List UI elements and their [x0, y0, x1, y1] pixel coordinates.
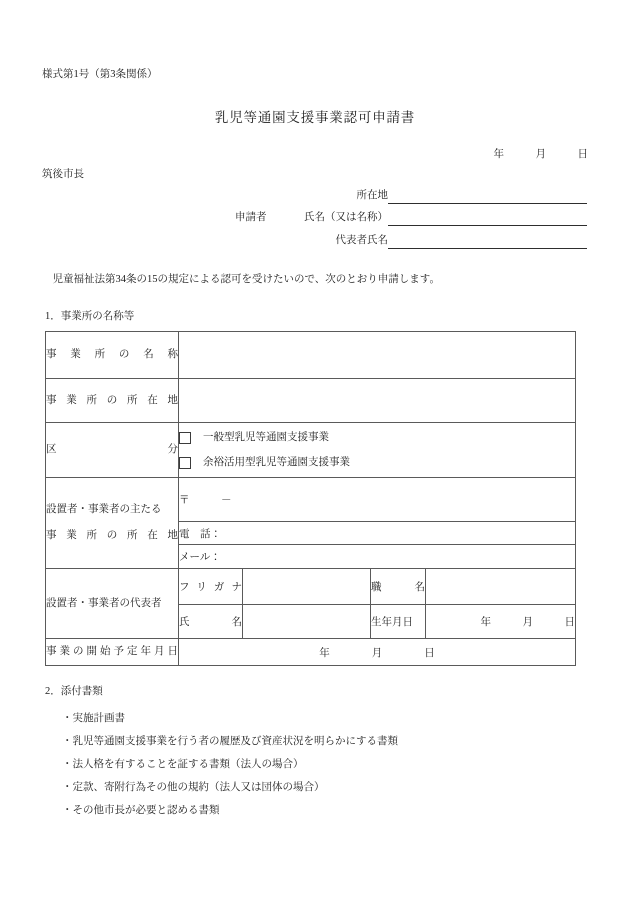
start-date-field[interactable]: 年 月 日	[179, 639, 576, 666]
applicant-representative-input-line[interactable]	[388, 231, 587, 249]
representative-label-cell	[46, 569, 179, 639]
applicant-name-row	[235, 204, 587, 227]
founder-address-label-line1: 設置者・事業者の主たる	[46, 504, 162, 515]
table-row	[46, 569, 576, 605]
office-address-label: 事業所の所在地	[46, 394, 178, 406]
table-row	[46, 332, 576, 379]
birthdate-label-cell	[371, 605, 426, 639]
birthdate-field[interactable]: 年 月 日	[426, 605, 576, 639]
office-name-input-cell[interactable]	[179, 332, 576, 379]
category-option-general-label: 一般型乳児等通園支援事業	[203, 432, 329, 443]
mail-field[interactable]: メール：	[179, 545, 576, 569]
attachment-item: ・法人格を有することを証する書類（法人の場合）	[62, 759, 304, 770]
job-title-label: 職名	[371, 582, 425, 593]
attachment-item: ・乳児等通園支援事業を行う者の履歴及び資産状況を明らかにする書類	[62, 736, 398, 747]
job-title-input-cell[interactable]	[426, 569, 576, 605]
applicant-representative-label: 代表者氏名	[335, 234, 388, 246]
checkbox-icon[interactable]	[179, 432, 191, 444]
furigana-label: フリガナ	[179, 582, 242, 593]
category-option-surplus	[179, 450, 575, 475]
applicant-block	[235, 181, 587, 249]
application-statement: 児童福祉法第34条の15の規定による認可を受けたいので、次のとおり申請します。	[52, 274, 440, 285]
office-name-label: 事業所の名称	[46, 349, 178, 360]
job-title-label-cell	[371, 569, 426, 605]
checkbox-icon[interactable]	[179, 457, 191, 469]
applicant-address-input-line[interactable]	[388, 186, 587, 204]
applicant-name-input-line[interactable]	[388, 208, 587, 226]
birthdate-label: 生年月日	[371, 617, 413, 628]
attachment-item: ・定款、寄附行為その他の規約（法人又は団体の場合）	[62, 782, 325, 793]
date-field[interactable]: 年 月 日	[493, 149, 588, 160]
section1-heading: 1．事業所の名称等	[45, 311, 135, 322]
table-row	[46, 379, 576, 423]
section2-attachments	[45, 683, 398, 822]
applicant-role-label: 申請者	[235, 212, 267, 223]
category-options-cell	[179, 423, 576, 478]
representative-name-label: 氏名	[179, 617, 242, 628]
attachment-list	[45, 707, 398, 822]
representative-name-label-cell	[179, 605, 243, 639]
attachment-item: ・実施計画書	[62, 713, 125, 724]
founder-address-label-line2: 事業所の所在地	[46, 530, 178, 541]
category-option-general	[179, 425, 575, 450]
representative-label: 設置者・事業者の代表者	[46, 597, 162, 609]
applicant-representative-row	[235, 226, 587, 249]
form-number: 様式第1号（第3条関係）	[42, 69, 158, 80]
office-address-label-cell	[46, 379, 179, 423]
office-address-input-cell[interactable]	[179, 379, 576, 423]
table-row	[46, 423, 576, 478]
office-info-table	[45, 331, 576, 666]
furigana-label-cell	[179, 569, 243, 605]
furigana-input-cell[interactable]	[243, 569, 371, 605]
table-row	[46, 478, 576, 522]
representative-name-input-cell[interactable]	[243, 605, 371, 639]
applicant-address-label: 所在地	[356, 189, 388, 201]
form-title: 乳児等通園支援事業認可申請書	[214, 110, 416, 125]
category-option-surplus-label: 余裕活用型乳児等通園支援事業	[203, 457, 350, 468]
applicant-name-label: 氏名（又は名称）	[304, 212, 388, 223]
addressee: 筑後市長	[42, 169, 84, 180]
office-name-label-cell	[46, 332, 179, 379]
attachment-item: ・その他市長が必要と認める書類	[62, 805, 220, 816]
category-label: 区分	[46, 444, 178, 455]
phone-field[interactable]: 電 話：	[179, 522, 576, 545]
start-date-label-cell	[46, 639, 179, 666]
table-row	[46, 639, 576, 666]
section2-heading: 2．添付書類	[45, 686, 103, 697]
start-date-label: 事業の開始予定年月日	[46, 646, 178, 657]
applicant-address-row	[235, 181, 587, 204]
office-info-table-wrap	[45, 331, 576, 666]
postal-code-field[interactable]: 〒 －	[179, 478, 576, 522]
founder-address-label-cell	[46, 478, 179, 569]
category-label-cell	[46, 423, 179, 478]
